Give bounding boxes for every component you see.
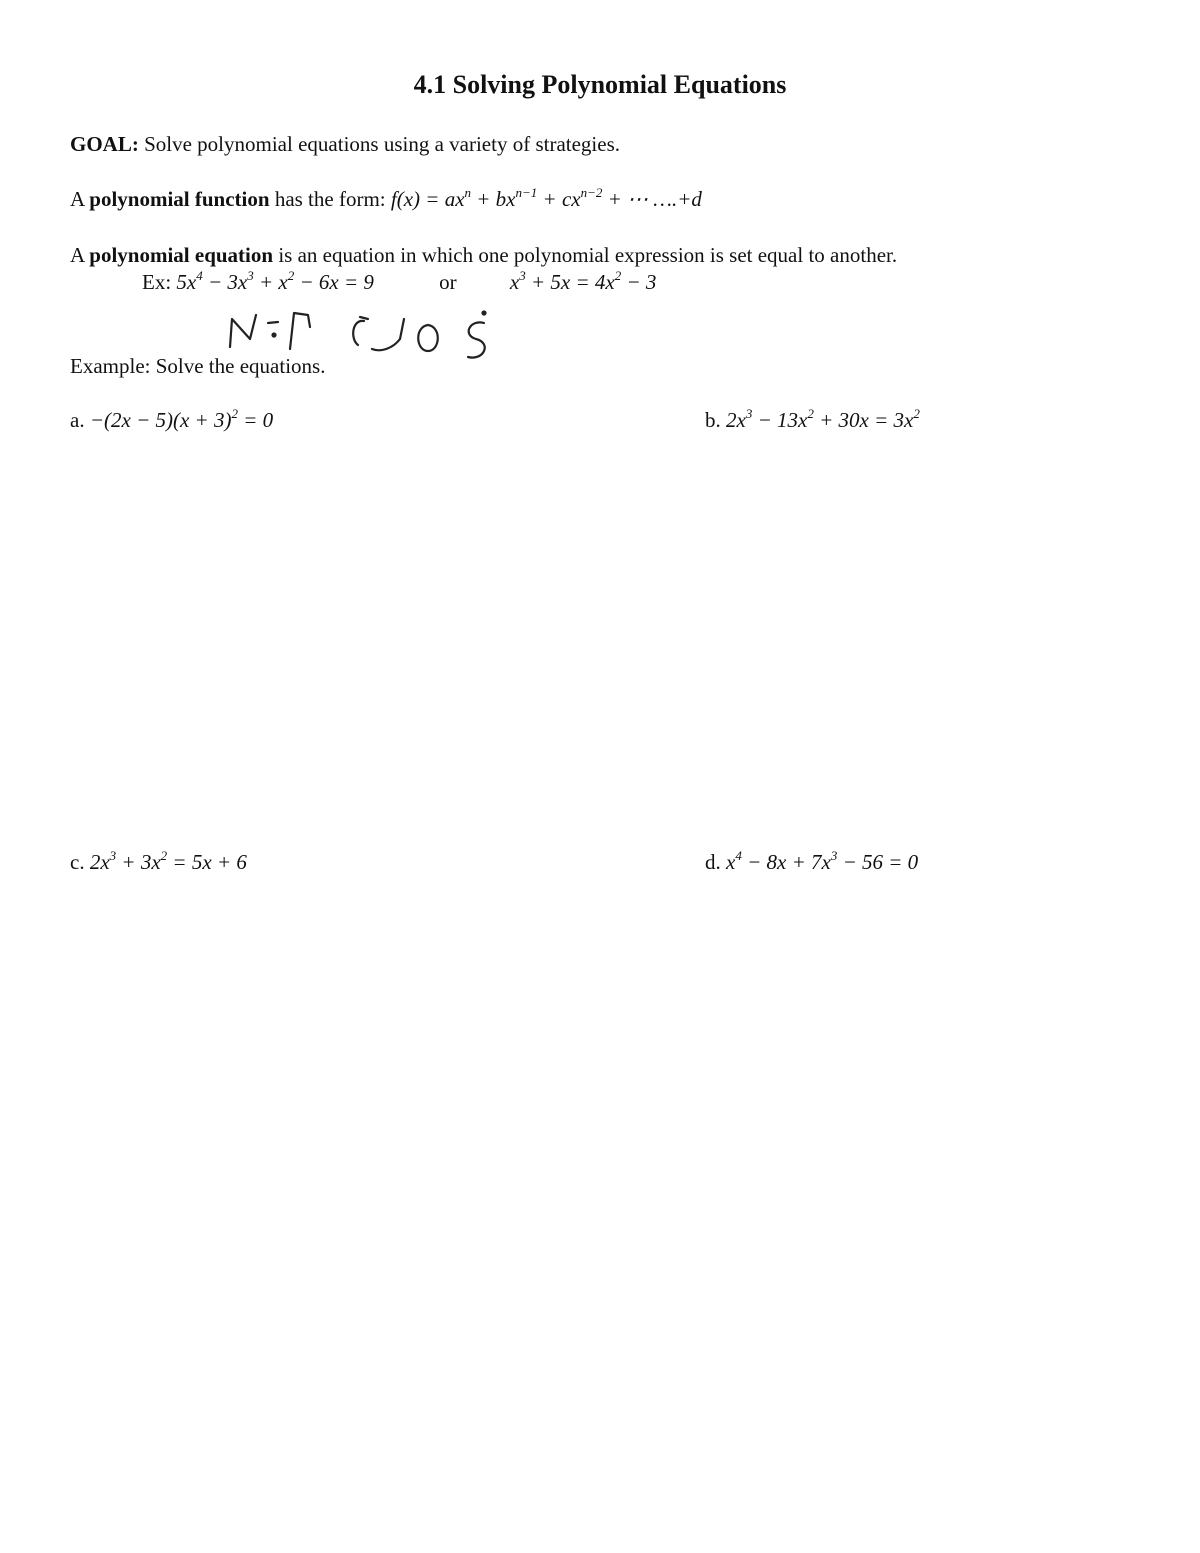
example-heading: Example: Solve the equations. — [70, 354, 326, 378]
formula-exp-1: n — [464, 185, 472, 200]
problem-a-exp-1: 2 — [231, 406, 238, 421]
function-formula — [391, 187, 702, 211]
problem-d-exp-2: 3 — [830, 848, 838, 863]
problem-a-label: a. — [70, 408, 85, 432]
problem-b-label: b. — [705, 408, 721, 432]
ex2-part-b: + 5x = 4x — [525, 270, 615, 294]
ex2-exp-a: 3 — [519, 268, 526, 283]
ex1-exp-a: 4 — [196, 268, 203, 283]
formula-lhs: f(x) = — [390, 187, 445, 211]
problem-c-part-2: + 3x — [116, 850, 161, 874]
equation-term: polynomial equation — [89, 243, 274, 267]
ex1-exp-b: 3 — [247, 268, 254, 283]
problem-b-part-1: 2x — [720, 408, 746, 432]
problem-b-exp-3: 2 — [913, 406, 920, 421]
ex1-part-d: − 6x = 9 — [294, 270, 374, 294]
problem-c-part-3: = 5x + 6 — [167, 850, 247, 874]
problem-a-part-2: = 0 — [237, 408, 274, 432]
polynomial-function-definition — [70, 187, 702, 212]
goal-line — [70, 132, 620, 157]
ex1-exp-c: 2 — [287, 268, 295, 283]
problem-b-equation — [721, 408, 920, 432]
problem-c-exp-1: 3 — [109, 848, 117, 863]
problem-c-equation — [85, 850, 247, 874]
ex2-exp-b: 2 — [614, 268, 622, 283]
problem-d-part-1: x — [720, 850, 736, 874]
ex1-part-b: − 3x — [202, 270, 248, 294]
problem-c-exp-2: 2 — [160, 848, 168, 863]
problem-a-equation — [85, 408, 274, 432]
formula-exp-3: n−2 — [580, 185, 603, 200]
problem-d-label: d. — [705, 850, 721, 874]
goal-label: GOAL: — [70, 132, 139, 156]
goal-text: Solve polynomial equations using a variety of strategies. — [144, 132, 620, 156]
problem-a — [70, 408, 273, 433]
examples-or: or — [439, 270, 457, 294]
problem-c — [70, 850, 247, 875]
problem-c-part-1: 2x — [84, 850, 110, 874]
ex1-part-a: 5x — [176, 270, 197, 294]
ex2-part-a: x — [509, 270, 520, 294]
equation-prefix: A — [70, 243, 85, 267]
problem-b-part-3: + 30x = 3x — [813, 408, 914, 432]
problem-b-part-2: − 13x — [752, 408, 808, 432]
function-prefix: A — [70, 187, 85, 211]
formula-term-2: + bx — [471, 187, 516, 211]
function-term: polynomial function — [89, 187, 270, 211]
formula-term-1: ax — [444, 187, 465, 211]
problem-d-part-3: − 56 = 0 — [837, 850, 919, 874]
equation-text: is an equation in which one polynomial expression is set equal to another. — [278, 243, 898, 267]
function-text: has the form: — [274, 187, 386, 211]
problem-c-label: c. — [70, 850, 85, 874]
polynomial-equation-definition — [70, 243, 897, 268]
problem-a-part-1: −(2x − 5)(x + 3) — [84, 408, 232, 432]
ex1-part-c: + x — [253, 270, 288, 294]
formula-term-3: + cx — [537, 187, 581, 211]
problem-d-exp-1: 4 — [735, 848, 742, 863]
problem-b-exp-2: 2 — [807, 406, 814, 421]
examples-label: Ex: — [142, 270, 172, 294]
formula-exp-2: n−1 — [515, 185, 538, 200]
examples-row — [142, 270, 656, 295]
problem-b — [705, 408, 920, 433]
ex2-part-c: − 3 — [621, 270, 657, 294]
page-title: 4.1 Solving Polynomial Equations — [413, 70, 787, 99]
example-equation-1 — [176, 270, 374, 294]
problem-d-equation — [721, 850, 918, 874]
problem-b-exp-1: 3 — [745, 406, 753, 421]
problem-d — [705, 850, 918, 875]
problem-d-part-2: − 8x + 7x — [741, 850, 831, 874]
example-equation-2 — [510, 270, 656, 294]
formula-rest: + ⋯ ….+d — [602, 187, 702, 211]
